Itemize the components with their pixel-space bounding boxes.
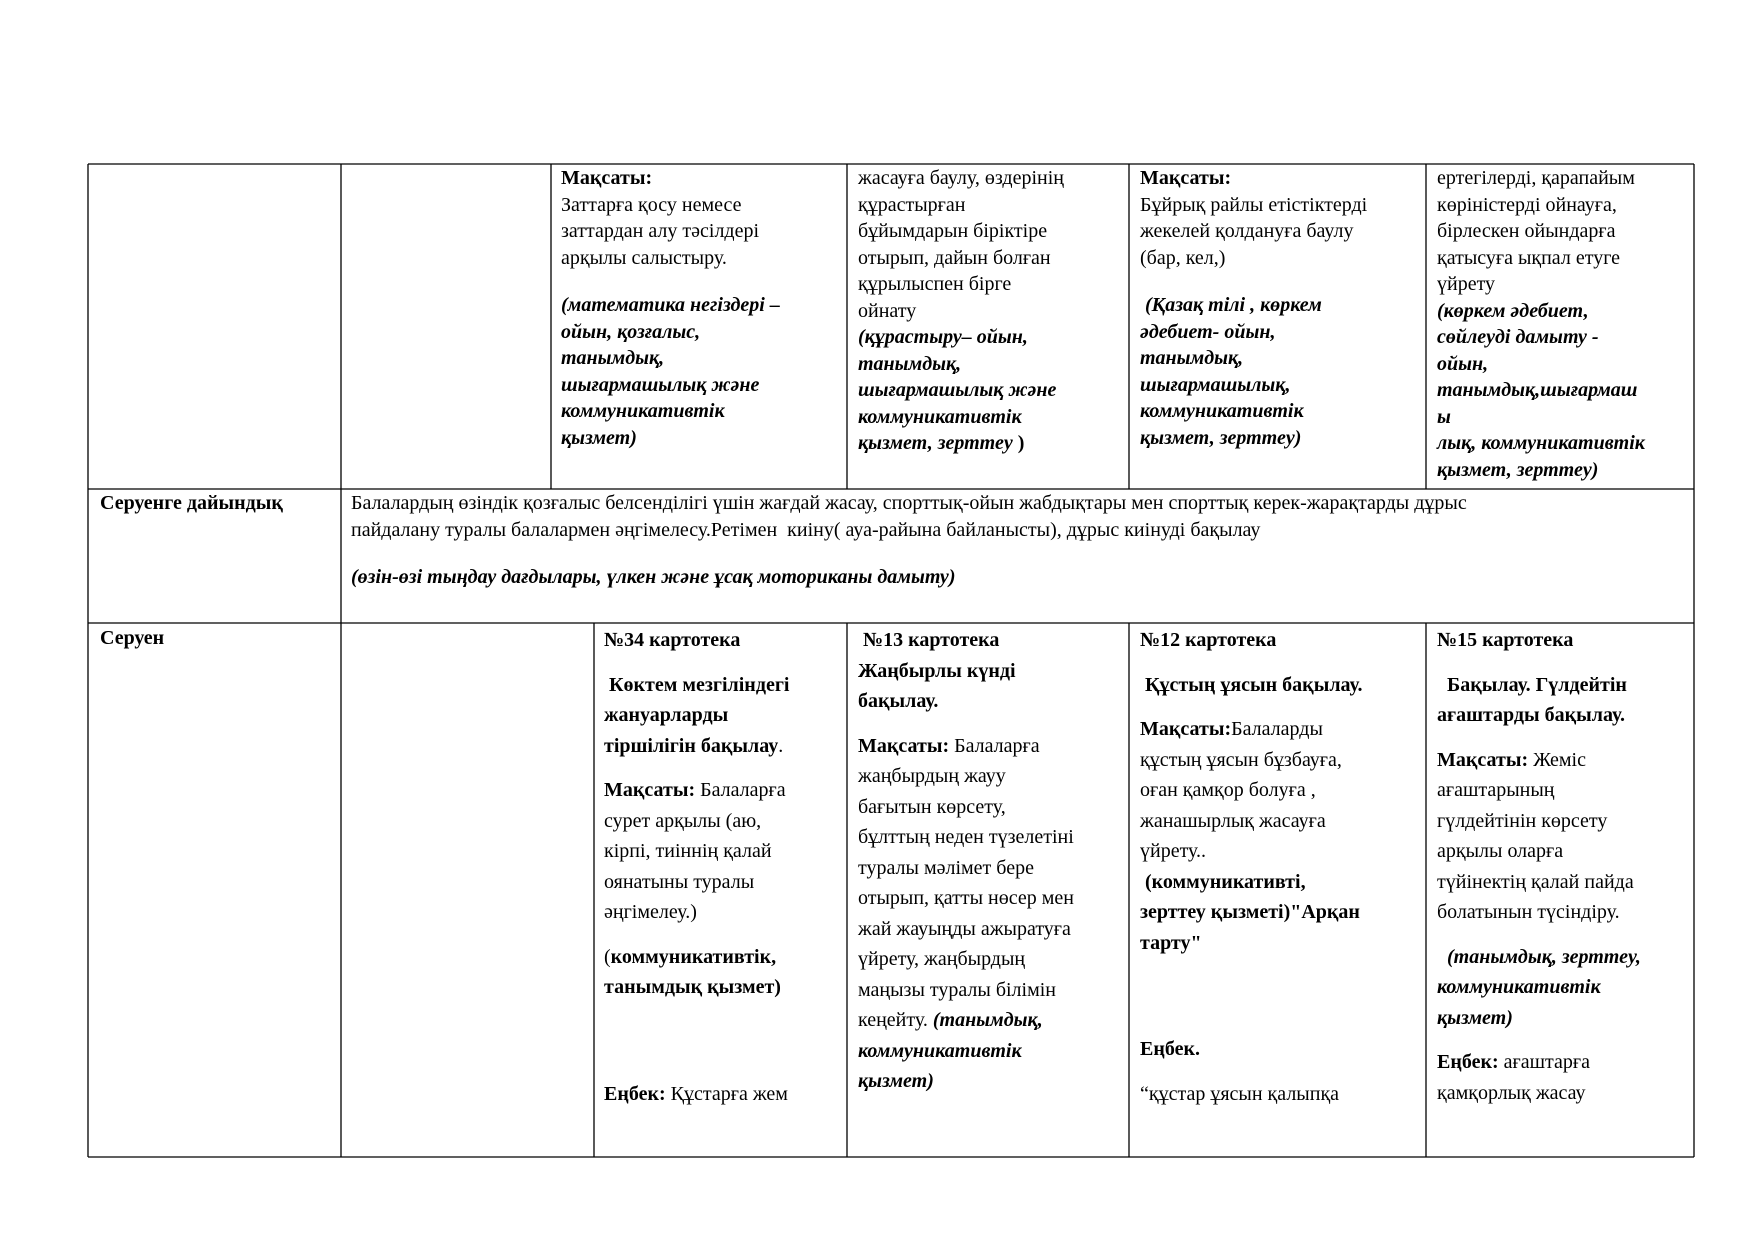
work-text: қамқорлық жасау bbox=[1437, 1081, 1586, 1104]
activity-note-line: қызмет) bbox=[858, 1070, 934, 1092]
goal-line: ертегілерді, қарапайым bbox=[1437, 167, 1635, 189]
goal-line: түйінектің қалай пайда bbox=[1437, 870, 1634, 893]
goal-line: қатысуға ықпал етуге bbox=[1437, 246, 1621, 269]
card-subtitle: бақылау. bbox=[858, 690, 939, 712]
card-subtitle: Көктем мезгіліндегі bbox=[604, 673, 790, 696]
activity-note-line: қызмет, зерттеу) bbox=[1437, 458, 1599, 481]
goal-label: Мақсаты: bbox=[858, 734, 950, 757]
goal-line: гүлдейтінін көрсету bbox=[1437, 809, 1608, 832]
activity-line: танымдық қызмет) bbox=[604, 976, 781, 998]
activity-note-line: танымдық, bbox=[561, 347, 665, 369]
goal-heading: Мақсаты: bbox=[1140, 167, 1232, 189]
goal-line: Жеміс bbox=[1528, 748, 1586, 771]
card-subtitle: Жаңбырлы күнді bbox=[858, 659, 1016, 682]
card-title: №12 картотека bbox=[1140, 629, 1277, 651]
goal-line: құстың ұясын бұзбауға, bbox=[1140, 748, 1342, 771]
goal-line: болатынын түсіндіру. bbox=[1437, 901, 1620, 923]
activity-note-line: лық, коммуникативтік bbox=[1437, 432, 1645, 454]
walk-card-15 bbox=[1437, 625, 1693, 1108]
goal-line: оянатыны туралы bbox=[604, 870, 755, 893]
activity-note-line: танымдық, bbox=[858, 352, 962, 375]
activity-note-line: (танымдық, зерттеу, bbox=[1437, 945, 1641, 968]
activity-note-line: танымдық,шығармаш bbox=[1437, 379, 1638, 401]
goal-line: заттардан алу тәсілдері bbox=[561, 220, 760, 242]
row1-goal-cell-kazakh bbox=[1140, 165, 1424, 451]
activity-line: (коммуникативті, bbox=[1140, 870, 1306, 893]
activity-note-line: (Қазақ тілі , көркем bbox=[1140, 294, 1322, 316]
goal-line: отырып, қатты нөсер мен bbox=[858, 887, 1074, 909]
goal-line: ағаштарының bbox=[1437, 779, 1555, 801]
card-subtitle: жануарларды bbox=[604, 704, 729, 726]
activity-note-line: коммуникативтік bbox=[561, 400, 725, 422]
goal-line: құрылыспен бірге bbox=[858, 273, 1012, 295]
goal-line: бұлттың неден түзелетіні bbox=[858, 826, 1074, 848]
goal-line: кеңейту. bbox=[858, 1009, 933, 1031]
card-subtitle: ағаштарды бақылау. bbox=[1437, 704, 1625, 726]
goal-line: ойнату bbox=[858, 299, 917, 322]
activity-note-end: ) bbox=[1012, 432, 1025, 454]
work-text: “құстар ұясын қалыпқа bbox=[1140, 1082, 1340, 1105]
card-subtitle: Құстың ұясын бақылау. bbox=[1140, 673, 1363, 696]
card-subtitle-end: . bbox=[778, 734, 784, 757]
activity-note-line: қызмет, зерттеу bbox=[858, 432, 1013, 454]
goal-line: Заттарға қосу немесе bbox=[561, 193, 742, 216]
activity-open: ( bbox=[604, 945, 611, 968]
goal-line: Балаларды bbox=[1231, 718, 1323, 740]
goal-line: отырып, дайын болған bbox=[858, 246, 1051, 269]
goal-line: жасауға баулу, өздерінің bbox=[858, 167, 1065, 189]
goal-line: құрастырған bbox=[858, 193, 966, 216]
goal-line: Балаларға bbox=[949, 734, 1040, 757]
work-label: Еңбек: bbox=[1437, 1051, 1499, 1073]
goal-line: жекелей қолдануға баулу bbox=[1140, 220, 1354, 242]
activity-line: тарту" bbox=[1140, 931, 1202, 954]
activity-note-line: (танымдық, bbox=[932, 1009, 1043, 1031]
walk-preparation-text: Балалардың өзіндік қозғалыс белсенділігі үшін жағдай жасау, спорттық-ойын жабдықтары мен спорттық керек-жарақтарды дұрыс bbox=[351, 492, 1467, 514]
goal-heading: Мақсаты: bbox=[561, 167, 653, 189]
activity-note-line: ойын, қозғалыс, bbox=[561, 320, 701, 343]
goal-line: әңгімелеу.) bbox=[604, 901, 697, 923]
row-label-walk-preparation: Серуенге дайындық bbox=[100, 492, 283, 514]
goal-line: бұйымдарын біріктіре bbox=[858, 220, 1048, 242]
walk-card-12 bbox=[1140, 625, 1424, 1109]
work-text: ағаштарға bbox=[1498, 1051, 1590, 1073]
work-label: Еңбек: bbox=[604, 1082, 666, 1105]
goal-line: үйрету, жаңбырдың bbox=[858, 948, 1026, 970]
row-label-walk: Серуен bbox=[100, 627, 165, 649]
walk-preparation-note: (өзін-өзі тыңдау дағдылары, үлкен және ұсақ моториканы дамыту) bbox=[351, 566, 956, 588]
walk-card-34 bbox=[604, 625, 844, 1109]
activity-note-line: қызмет) bbox=[561, 426, 637, 449]
activity-note-line: шығармашылық, bbox=[1140, 373, 1291, 396]
activity-line: зерттеу қызметі)"Арқан bbox=[1140, 901, 1360, 923]
activity-note-line: коммуникативтік bbox=[1437, 976, 1601, 998]
goal-label: Мақсаты: bbox=[1140, 718, 1232, 740]
card-subtitle: тіршілігін бақылау bbox=[604, 734, 779, 757]
goal-line: туралы мәлімет бере bbox=[858, 856, 1034, 879]
work-text: Құстарға жем bbox=[665, 1082, 788, 1105]
activity-note-line: (құрастыру– ойын, bbox=[858, 326, 1028, 348]
goal-line: жанашырлық жасауға bbox=[1140, 809, 1326, 832]
activity-note-line: қызмет, зерттеу) bbox=[1140, 426, 1302, 449]
activity-line: коммуникативтік, bbox=[610, 945, 777, 968]
goal-line: Балаларға bbox=[695, 779, 786, 801]
goal-line: (бар, кел,) bbox=[1140, 246, 1226, 269]
activity-note-line: ойын, bbox=[1437, 352, 1489, 375]
card-title: №34 картотека bbox=[604, 629, 741, 651]
card-title: №15 картотека bbox=[1437, 629, 1574, 651]
goal-line: көріністерді ойнауға, bbox=[1437, 193, 1617, 216]
walk-card-13 bbox=[858, 625, 1126, 1097]
activity-note-line: коммуникативтік bbox=[1140, 400, 1304, 422]
goal-label: Мақсаты: bbox=[1437, 748, 1529, 771]
activity-note-line: ы bbox=[1437, 405, 1451, 428]
work-label: Еңбек. bbox=[1140, 1038, 1200, 1060]
activity-note-line: (математика негіздері – bbox=[561, 294, 780, 316]
activity-note-line: коммуникативтік bbox=[858, 405, 1022, 428]
goal-line: бағытын көрсету, bbox=[858, 795, 1006, 818]
card-title: №13 картотека bbox=[858, 629, 1000, 651]
goal-line: кірпі, тиіннің қалай bbox=[604, 840, 772, 862]
goal-line: арқылы салыстыру. bbox=[561, 246, 727, 269]
goal-line: жаңбырдың жауу bbox=[858, 765, 1006, 787]
goal-line: үйрету bbox=[1437, 273, 1496, 295]
goal-line: Бұйрық райлы етістіктерді bbox=[1140, 193, 1368, 216]
goal-line: маңызы туралы білімін bbox=[858, 978, 1057, 1001]
row1-goal-cell-literature bbox=[1437, 165, 1693, 483]
goal-label: Мақсаты: bbox=[604, 779, 696, 801]
goal-line: оған қамқор болуға , bbox=[1140, 779, 1316, 801]
goal-line: үйрету.. bbox=[1140, 840, 1207, 862]
row1-goal-cell-math bbox=[561, 165, 845, 451]
goal-line: бірлескен ойындарға bbox=[1437, 220, 1616, 242]
row1-goal-cell-construction bbox=[858, 165, 1126, 457]
activity-note-line: (көркем әдебиет, bbox=[1437, 299, 1589, 322]
goal-line: жай жауыңды ажыратуға bbox=[858, 917, 1071, 940]
activity-note-line: коммуникативтік bbox=[858, 1039, 1022, 1062]
walk-preparation-text: пайдалану туралы балалармен әңгімелесу.Ретімен киіну( ауа-райына байланысты), дұрыс киінуді бақылау bbox=[351, 518, 1261, 541]
goal-line: арқылы оларға bbox=[1437, 840, 1564, 862]
activity-note-line: сөйлеуді дамыту - bbox=[1437, 326, 1599, 348]
card-subtitle: Бақылау. Гүлдейтін bbox=[1437, 673, 1627, 696]
activity-note-line: шығармашылық және bbox=[561, 373, 760, 396]
activity-note-line: танымдық, bbox=[1140, 347, 1244, 369]
walk-preparation-cell bbox=[351, 490, 1691, 591]
activity-note-line: әдебиет- ойын, bbox=[1140, 320, 1276, 343]
activity-note-line: қызмет) bbox=[1437, 1006, 1513, 1029]
goal-line: сурет арқылы (аю, bbox=[604, 809, 762, 832]
activity-note-line: шығармашылық және bbox=[858, 379, 1057, 401]
